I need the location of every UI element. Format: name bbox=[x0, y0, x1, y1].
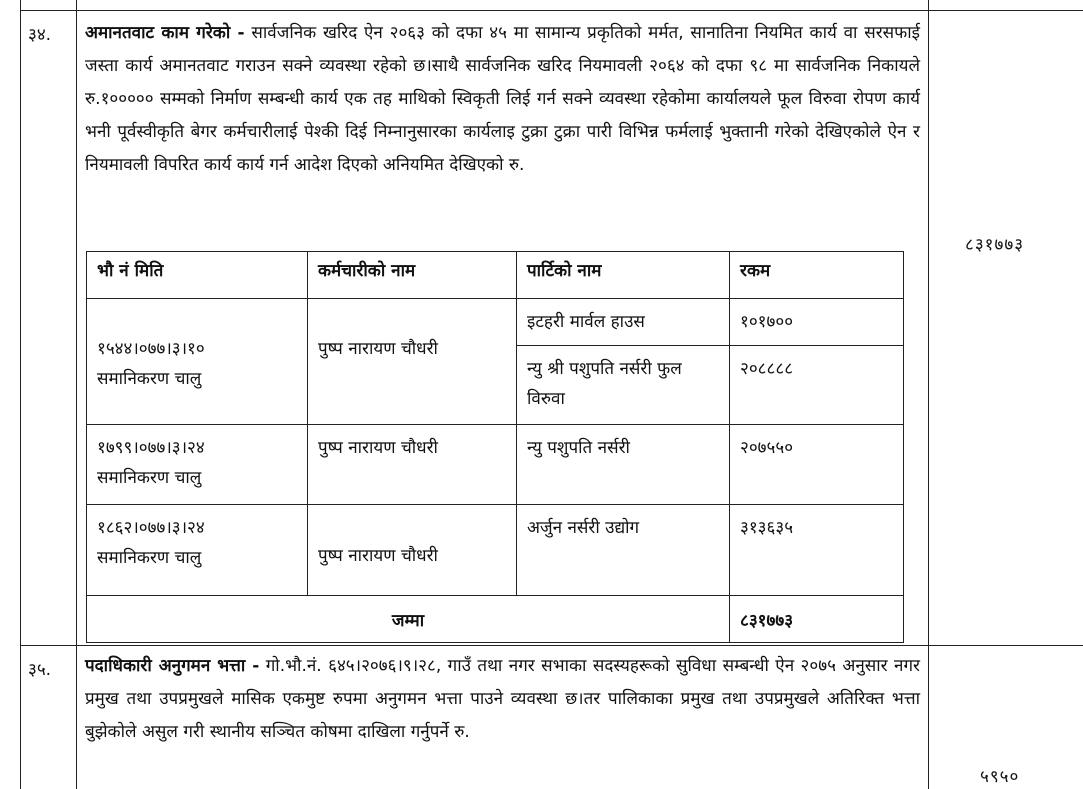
table-row-top-border bbox=[20, 10, 1083, 11]
table-total-row bbox=[87, 595, 904, 642]
item-35-heading: पदाधिकारी अनुगमन भत्ता - bbox=[85, 656, 260, 676]
total-amount: ८३१७७३ bbox=[730, 595, 904, 642]
table-border-amount-col bbox=[928, 0, 929, 789]
header-amount: रकम bbox=[730, 252, 904, 299]
item-35-amount: ५९५० bbox=[980, 767, 1020, 787]
voucher-number: १७९९।०७७।३।२४ bbox=[97, 438, 205, 459]
voucher-type: समानिकरण चालु bbox=[97, 368, 202, 389]
party-amount: ३१३६३५ bbox=[730, 504, 904, 595]
party-amount: १०१७०० bbox=[730, 299, 904, 346]
party-name: अर्जुन नर्सरी उद्योग bbox=[517, 504, 730, 595]
item-34-heading: अमानतवाट काम गरेको - bbox=[85, 23, 245, 43]
table-row bbox=[87, 299, 904, 346]
party-name: न्यु पशुपति नर्सरी bbox=[517, 425, 730, 504]
item-35-number: ३५. bbox=[28, 660, 52, 680]
voucher-cell bbox=[87, 504, 308, 595]
voucher-table bbox=[86, 251, 904, 643]
voucher-cell bbox=[87, 299, 308, 425]
table-border-number-col bbox=[76, 0, 77, 789]
table-header-row bbox=[87, 252, 904, 299]
table-row bbox=[87, 504, 904, 595]
voucher-number: १८६२।०७७।३।२४ bbox=[97, 517, 205, 538]
voucher-number: १५४४।०७७।३।१० bbox=[97, 338, 205, 359]
employee-name: पुष्प नारायण चौधरी bbox=[318, 545, 438, 566]
employee-cell bbox=[308, 504, 517, 595]
table-row-divider bbox=[20, 645, 1083, 646]
employee-name: पुष्प नारायण चौधरी bbox=[308, 425, 517, 504]
item-35-text: गो.भौ.नं. ६४५।२०७६।९।२८, गाउँ तथा नगर सभाका सदस्यहरूको सुविधा सम्बन्धी ऐन २०७५ अनुसार नगर प्रमुख तथा उपप्रमुखले मासिक एकमुष्ट रुपमा अनुगमन भत्ता पाउने व्यवस्था छ।तर पालिकाका प्रमुख तथा उपप्रमुखले अतिरिक्त भत्ता बुझेकोले असुल गरी स्थानीय सञ्चित कोषमा दाखिला गर्नुपर्ने रु. bbox=[85, 656, 920, 742]
header-voucher-date: भौ नं मिति bbox=[87, 252, 308, 299]
table-border-left bbox=[20, 0, 21, 789]
item-34-paragraph bbox=[85, 17, 920, 182]
table-row bbox=[87, 425, 904, 504]
item-34-number: ३४. bbox=[28, 25, 52, 45]
voucher-type: समानिकरण चालु bbox=[97, 547, 202, 568]
header-employee-name: कर्मचारीको नाम bbox=[308, 252, 517, 299]
item-35-paragraph bbox=[85, 650, 920, 749]
header-party-name: पार्टिको नाम bbox=[517, 252, 730, 299]
employee-name: पुष्प नारायण चौधरी bbox=[318, 339, 438, 360]
party-amount: २०८८८८ bbox=[730, 346, 904, 425]
party-amount: २०७५५० bbox=[730, 425, 904, 504]
item-34-text: सार्वजनिक खरिद ऐन २०६३ को दफा ४५ मा सामान्य प्रकृतिको मर्मत, सानातिना नियमित कार्य वा सरसफाई जस्ता कार्य अमानतवाट गराउन सक्ने व्यवस्था रहेको छ।साथै सार्वजनिक खरिद नियमावली २०६४ को दफा ९८ मा सार्वजनिक निकायले रु.१००००० सम्मको निर्माण सम्बन्धी कार्य एक तह माथिको स्विकृती लिई गर्न सक्ने व्यवस्था रहेकोमा कार्यालयले फूल विरुवा रोपण कार्य भनी पूर्वस्वीकृति बेगर कर्मचारीलाई पेश्की दिई निम्नानुसारका कार्यलाइ टुक्रा टुक्रा पारी विभिन्न फर्मलाई भुक्तानी गरेको देखिएकोले ऐन र नियमावली विपरित कार्य कार्य गर्न आदेश दिएको अनियमित देखिएको रु. bbox=[85, 23, 920, 175]
total-label: जम्मा bbox=[87, 595, 730, 642]
voucher-cell bbox=[87, 425, 308, 504]
item-34-amount: ८३१७७३ bbox=[965, 235, 1025, 255]
party-name: इटहरी मार्वल हाउस bbox=[517, 299, 730, 346]
voucher-type: समानिकरण चालु bbox=[97, 468, 202, 489]
party-name: न्यु श्री पशुपति नर्सरी फुल विरुवा bbox=[517, 346, 730, 425]
employee-cell bbox=[308, 299, 517, 425]
